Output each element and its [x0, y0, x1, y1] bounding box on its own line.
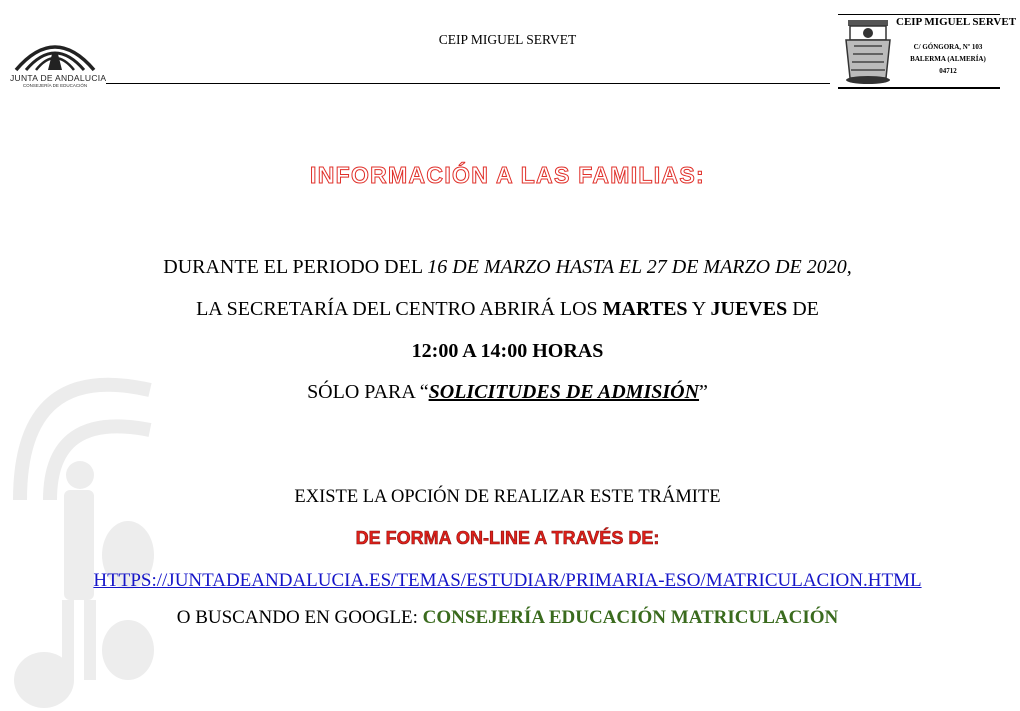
header-divider — [106, 83, 830, 84]
school-town: BALERMA (ALMERÍA) — [910, 55, 986, 63]
matriculation-link[interactable]: HTTPS://JUNTADEANDALUCIA.ES/TEMAS/ESTUDIAR/PRIMARIA-ESO/MATRICULACION.HTML — [93, 570, 922, 591]
search-terms: CONSEJERÍA EDUCACIÓN MATRICULACIÓN — [422, 607, 839, 628]
junta-andalucia-logo — [10, 30, 107, 92]
department-name: CONSEJERÍA DE EDUCACIÓN — [22, 83, 88, 88]
subject-prefix: SÓLO PARA “ — [307, 381, 429, 403]
day-tuesday: MARTES — [602, 298, 688, 320]
google-search-line — [0, 607, 1015, 629]
school-address: C/ GÓNGORA, Nº 103 — [913, 43, 983, 51]
days-line — [0, 298, 1015, 321]
hours-line: 12:00 A 14:00 HORAS — [411, 340, 604, 362]
period-line — [0, 256, 1015, 279]
subject-suffix: ” — [699, 381, 708, 403]
page-title: INFORMACIÓN A LAS FAMILIAS: — [310, 162, 705, 188]
header-school-name: CEIP MIGUEL SERVET — [438, 32, 577, 47]
days-and: Y — [687, 298, 711, 320]
search-prefix: O BUSCANDO EN GOOGLE: — [176, 607, 423, 628]
online-intro: EXISTE LA OPCIÓN DE REALIZAR ESTE TRÁMITE — [294, 487, 721, 507]
period-prefix: DURANTE EL PERIODO DEL — [163, 256, 428, 278]
school-address-box — [838, 14, 1017, 88]
junta-andalucia-arch-icon — [10, 30, 100, 72]
school-emblem-icon — [840, 16, 896, 86]
subject-text: SOLICITUDES DE ADMISIÓN — [428, 381, 700, 403]
box-bottom-rule — [838, 87, 1000, 89]
org-name: JUNTA DE ANDALUCIA — [10, 73, 107, 83]
box-school-name: CEIP MIGUEL SERVET — [896, 16, 1017, 28]
period-dates: 16 DE MARZO HASTA EL 27 DE MARZO DE 2020, — [427, 256, 852, 278]
day-thursday: JUEVES — [710, 298, 788, 320]
days-suffix: DE — [787, 298, 819, 320]
box-top-rule — [838, 14, 1000, 15]
subject-line — [0, 381, 1015, 404]
school-postcode: 04712 — [939, 67, 957, 75]
online-heading: DE FORMA ON-LINE A TRAVÉS DE: — [355, 528, 660, 548]
days-prefix: LA SECRETARÍA DEL CENTRO ABRIRÁ LOS — [196, 298, 603, 320]
